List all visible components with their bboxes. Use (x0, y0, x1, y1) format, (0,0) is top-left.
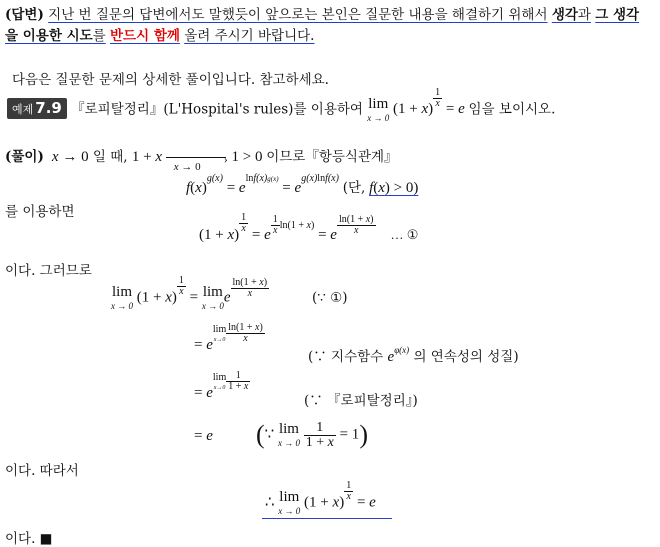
cond-x-to-0: x → 0 (48, 149, 89, 165)
equation-marker: … ① (390, 226, 419, 242)
limit-step-3: = e $^{lim x\to 0 \frac{1}{1 + x}}$ (194, 370, 249, 401)
answer-conj-1: 과 (577, 7, 591, 23)
answer-conj-2: 를 (92, 28, 106, 44)
example-line (7, 86, 556, 123)
example-text-before: 『로피탈정리』(L'Hospital's rules)를 이용하여 (71, 101, 363, 118)
example-text-after: 임을 보이시오. (468, 101, 556, 118)
use-text: 를 이용하면 (5, 204, 75, 220)
reason-2: (∵ 지수함수 $e^{\varphi(x)}$ 의 연속성의 성질) (308, 345, 519, 365)
answer-bold-1: 생각 (551, 7, 578, 23)
limit-step-2: = e $^{lim x\to 0 \frac{\ln(1 + x)}{x}}$ (194, 322, 263, 353)
example-badge-number: 7.9 (35, 99, 62, 118)
answer-bold-3: 을 이용한 시도 (5, 28, 93, 44)
limit-step-4: = e (194, 428, 213, 444)
reason-2b: 의 연속성의 성질) (413, 349, 519, 365)
identity-formula: $f(x)^{g(x)} = e^{lnf(x)g(x)} = e^{g(x)lnf(x)}$ (단, f(x) > 0) (186, 173, 419, 196)
example-badge-label: 예제 (12, 103, 34, 117)
limit-step-1: lim x → 0 (1 + x) $\frac{1}{x}$ = lim x → 0 e $^{\frac{\ln(1 + x)}{x}}$ (111, 274, 268, 311)
answer-text-1: 지난 번 질문의 답변에서도 말했듯이 앞으로는 본인은 질문한 내용을 해결하기 위해서 (48, 7, 548, 23)
example-badge (7, 98, 67, 119)
answer-tail: 올려 주시기 바랍니다. (184, 28, 315, 44)
intro-text: 다음은 질문한 문제의 상세한 풀이입니다. 참고하세요. (12, 72, 329, 88)
end-text: 이다. ■ (5, 531, 53, 547)
answer-header-line2 (5, 24, 314, 44)
reason-1: (∵ ①) (312, 290, 348, 306)
solution-line1 (5, 145, 398, 173)
final-formula: ∴ lim x → 0 (1 + x) $\frac{1}{x}$ = e (265, 479, 376, 516)
reason-2a: (∵ 지수함수 (308, 349, 384, 365)
answer-red-emphasis: 반드시 함께 (110, 28, 180, 44)
solution-tag: (풀이) (5, 149, 44, 165)
example-limit-formula: lim x → 0 (1 + x) $\frac{1}{x}$ = e (367, 86, 469, 123)
cond1-text: 일 때, (92, 149, 128, 165)
reason-3: (∵ 『로피탈정리』) (304, 393, 418, 409)
answer-tag: (답변) (5, 7, 44, 23)
then-text: 이다. 그러므로 (5, 263, 92, 279)
cond-limit: 1 + x › x → 0 1 > 0 (131, 149, 263, 173)
final-underline (262, 518, 392, 519)
equation-1: (1 + x) $\frac{1}{x}$ = e $^{\frac{1}{x} ln(1 + x)}$ = e $^{\frac{\ln(1 + x)}{x}}$ … ① (199, 212, 419, 243)
therefore-text: 이다. 따라서 (5, 463, 79, 479)
reason-4: (∵ lim x → 0 $\frac{1}{1 + x}$ = 1) (256, 419, 368, 450)
answer-header-line1 (5, 3, 639, 23)
identity-note: (단, (342, 180, 366, 196)
cond2-text: 이므로『항등식관계』 (266, 149, 398, 165)
answer-bold-2: 그 생각 (595, 7, 640, 23)
